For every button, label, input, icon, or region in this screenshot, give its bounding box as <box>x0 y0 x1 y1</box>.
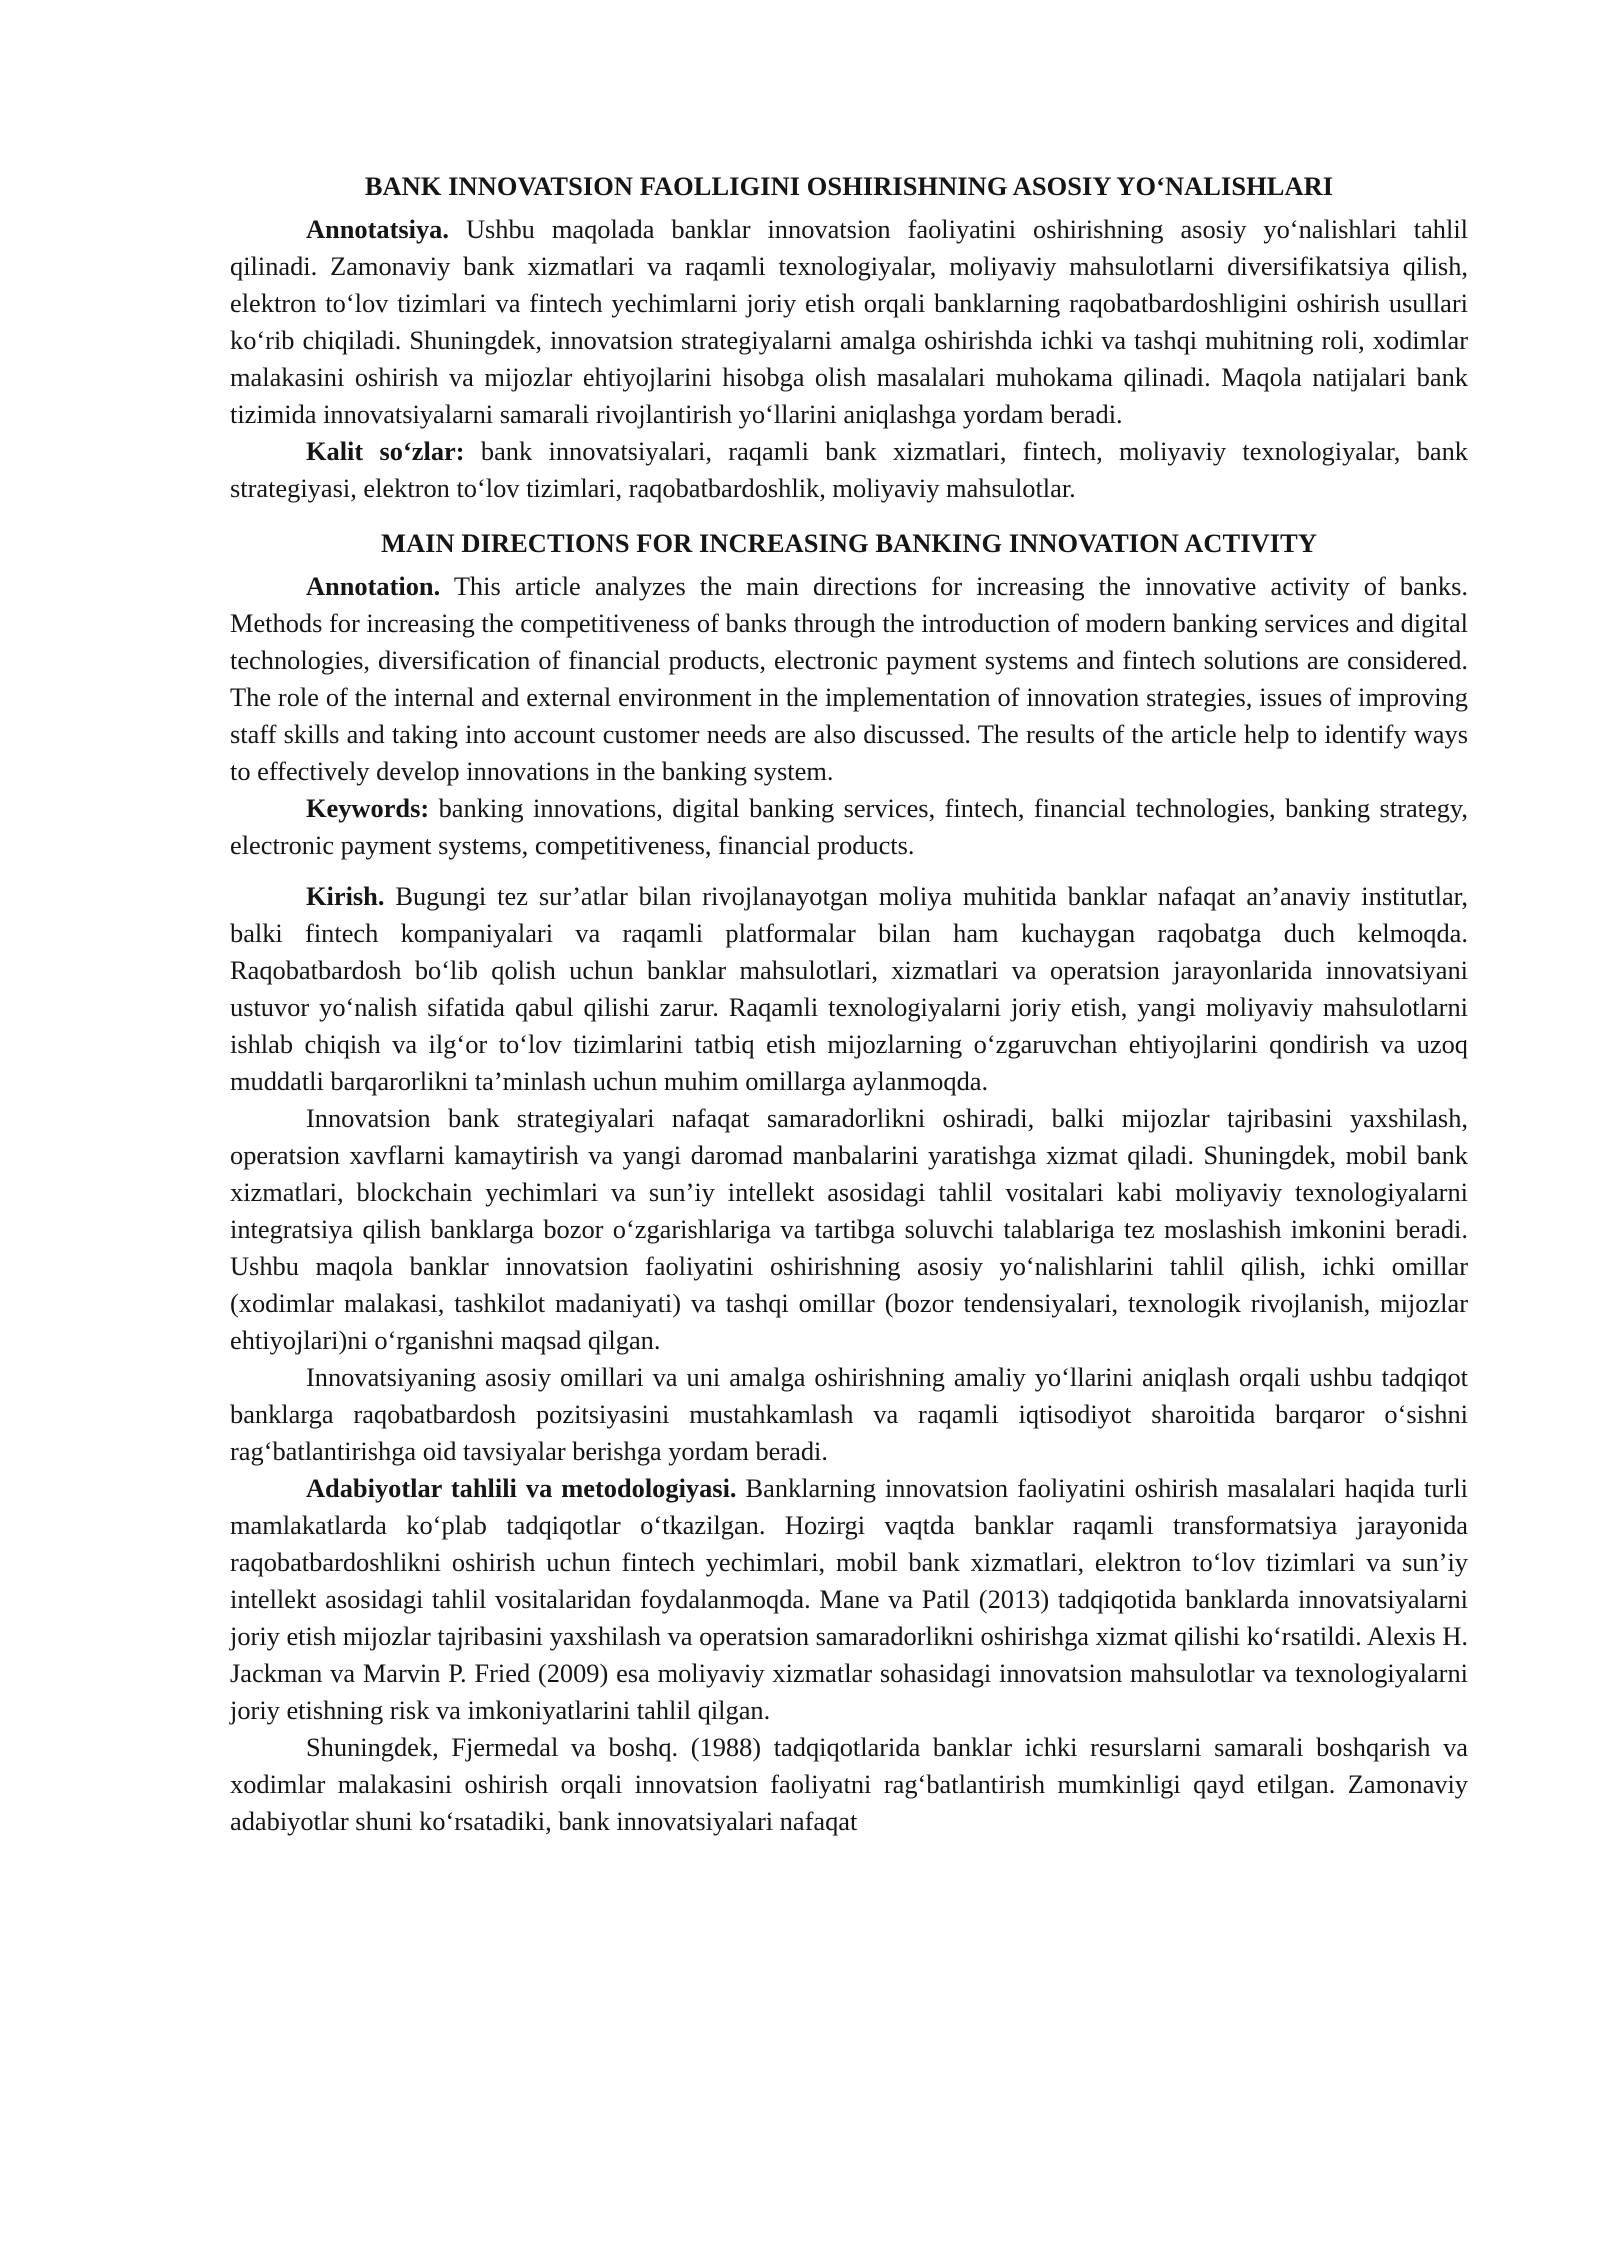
body-paragraph-2: Innovatsion bank strategiyalari nafaqat samaradorlikni oshiradi, balki mijozlar tajribasini yaxshilash, operatsion xavflarni kamaytirish va yangi daromad manbalarini yaratishga xizmat qiladi. Shuningdek, mobil bank xizmatlari, blockchain yechimlari va sun’iy intellekt asosidagi tahlil vositalari kabi moliyaviy texnologiyalarni integratsiya qilish banklarga bozor o‘zgarishlariga va tartibga soluvchi talablariga tez moslashish imkonini beradi. Ushbu maqola banklar innovatsion faoliyatini oshirishning asosiy yo‘nalishlarini tahlil qilish, ichki omillar (xodimlar malakasi, tashkilot madaniyati) va tashqi omillar (bozor tendensiyalari, texnologik rivojlanish, mijozlar ehtiyojlari)ni o‘rganishni maqsad qilgan. <box>230 1103 1468 1355</box>
uzbek-annotation-text: Ushbu maqolada banklar innovatsion faoliyatini oshirishning asosiy yo‘nalishlari tahlil qilinadi. Zamonaviy bank xizmatlari va raqamli texnologiyalar, moliyaviy mahsulotlarni diversifikatsiya qilish, elektron to‘lov tizimlari va fintech yechimlarni joriy etish orqali banklarning raqobatbardoshligini oshirish usullari ko‘rib chiqiladi. Shuningdek, innovatsion strategiyalarni amalga oshirishda ichki va tashqi muhitning roli, xodimlar malakasini oshirish va mijozlar ehtiyojlarini hisobga olish masalalari muhokama qilinadi. Maqola natijalari bank tizimida innovatsiyalarni samarali rivojlantirish yo‘llarini aniqlashga yordam beradi. <box>230 214 1468 429</box>
english-keywords-text: banking innovations, digital banking services, fintech, financial technologies, banking strategy, electronic payment systems, competitiveness, financial products. <box>230 793 1468 860</box>
uzbek-annotation-label: Annotatsiya. <box>306 214 449 244</box>
literature-label: Adabiyotlar tahlili va metodologiyasi. <box>306 1473 737 1503</box>
english-keywords <box>230 790 1468 864</box>
introduction-text: Bugungi tez sur’atlar bilan rivojlanayotgan moliya muhitida banklar nafaqat an’anaviy institutlar, balki fintech kompaniyalari va raqamli platformalar bilan ham kuchaygan raqobatga duch kelmoqda. Raqobatbardosh bo‘lib qolish uchun banklar mahsulotlari, xizmatlari va operatsion jarayonlarida innovatsiyani ustuvor yo‘nalish sifatida qabul qilishi zarur. Raqamli texnologiyalarni joriy etish, yangi moliyaviy mahsulotlarni ishlab chiqish va ilg‘or to‘lov tizimlarini tatbiq etish mijozlarning o‘zgaruvchan ehtiyojlarini qondirish va uzoq muddatli barqarorlikni ta’minlash uchun muhim omillarga aylanmoqda. <box>230 881 1468 1096</box>
section-spacer <box>230 864 1468 878</box>
document-page <box>230 150 1468 1840</box>
english-annotation-label: Annotation. <box>306 571 441 601</box>
literature-text: Banklarning innovatsion faoliyatini oshirish masalalari haqida turli mamlakatlarda ko‘plab tadqiqotlar o‘tkazilgan. Hozirgi vaqtda banklar raqamli transformatsiya jarayonida raqobatbardoshlikni oshirish uchun fintech yechimlari, mobil bank xizmatlari, elektron to‘lov tizimlari va sun’iy intellekt asosidagi tahlil vositalaridan foydalanmoqda. Mane va Patil (2013) tadqiqotida banklarda innovatsiyalarni joriy etish mijozlar tajribasini yaxshilash va operatsion samaradorlikni oshirishga xizmat qilishi ko‘rsatildi. Alexis H. Jackman va Marvin P. Fried (2009) esa moliyaviy xizmatlar sohasidagi innovatsion mahsulotlar va texnologiyalarni joriy etishning risk va imkoniyatlarini tahlil qilgan. <box>230 1473 1468 1725</box>
uzbek-keywords-label: Kalit so‘zlar: <box>306 436 465 466</box>
uzbek-title: BANK INNOVATSION FAOLLIGINI OSHIRISHNING ASOSIY YO‘NALISHLARI <box>364 171 1334 201</box>
english-annotation-text: This article analyzes the main directions for increasing the innovative activity of banks. Methods for increasing the competitiveness of banks through the introduction of modern banking services and digital technologies, diversification of financial products, electronic payment systems and fintech solutions are considered. The role of the internal and external environment in the implementation of innovation strategies, issues of improving staff skills and taking into account customer needs are also discussed. The results of the article help to identify ways to effectively develop innovations in the banking system. <box>230 571 1468 786</box>
uzbek-keywords-text: bank innovatsiyalari, raqamli bank xizmatlari, fintech, moliyaviy texnologiyalar, bank strategiyasi, elektron to‘lov tizimlari, raqobatbardoshlik, moliyaviy mahsulotlar. <box>230 436 1468 503</box>
uzbek-keywords <box>230 433 1468 507</box>
introduction-paragraph <box>230 878 1468 1100</box>
english-title: MAIN DIRECTIONS FOR INCREASING BANKING INNOVATION ACTIVITY <box>381 528 1317 558</box>
body-paragraph-5: Shuningdek, Fjermedal va boshq. (1988) tadqiqotlarida banklar ichki resurslarni samarali boshqarish va xodimlar malakasini oshirish orqali innovatsion faoliyatni rag‘batlantirish mumkinligi qayd etilgan. Zamonaviy adabiyotlar shuni ko‘rsatadiki, bank innovatsiyalari nafaqat <box>230 1732 1468 1836</box>
english-annotation <box>230 568 1468 790</box>
introduction-label: Kirish. <box>306 881 385 911</box>
body-paragraph-3: Innovatsiyaning asosiy omillari va uni amalga oshirishning amaliy yo‘llarini aniqlash orqali ushbu tadqiqot banklarga raqobatbardosh pozitsiyasini mustahkamlash va raqamli iqtisodiyot sharoitida barqaror o‘sishni rag‘batlantirishga oid tavsiyalar berishga yordam beradi. <box>230 1362 1468 1466</box>
english-keywords-label: Keywords: <box>306 793 430 823</box>
uzbek-annotation <box>230 211 1468 433</box>
literature-paragraph <box>230 1470 1468 1729</box>
